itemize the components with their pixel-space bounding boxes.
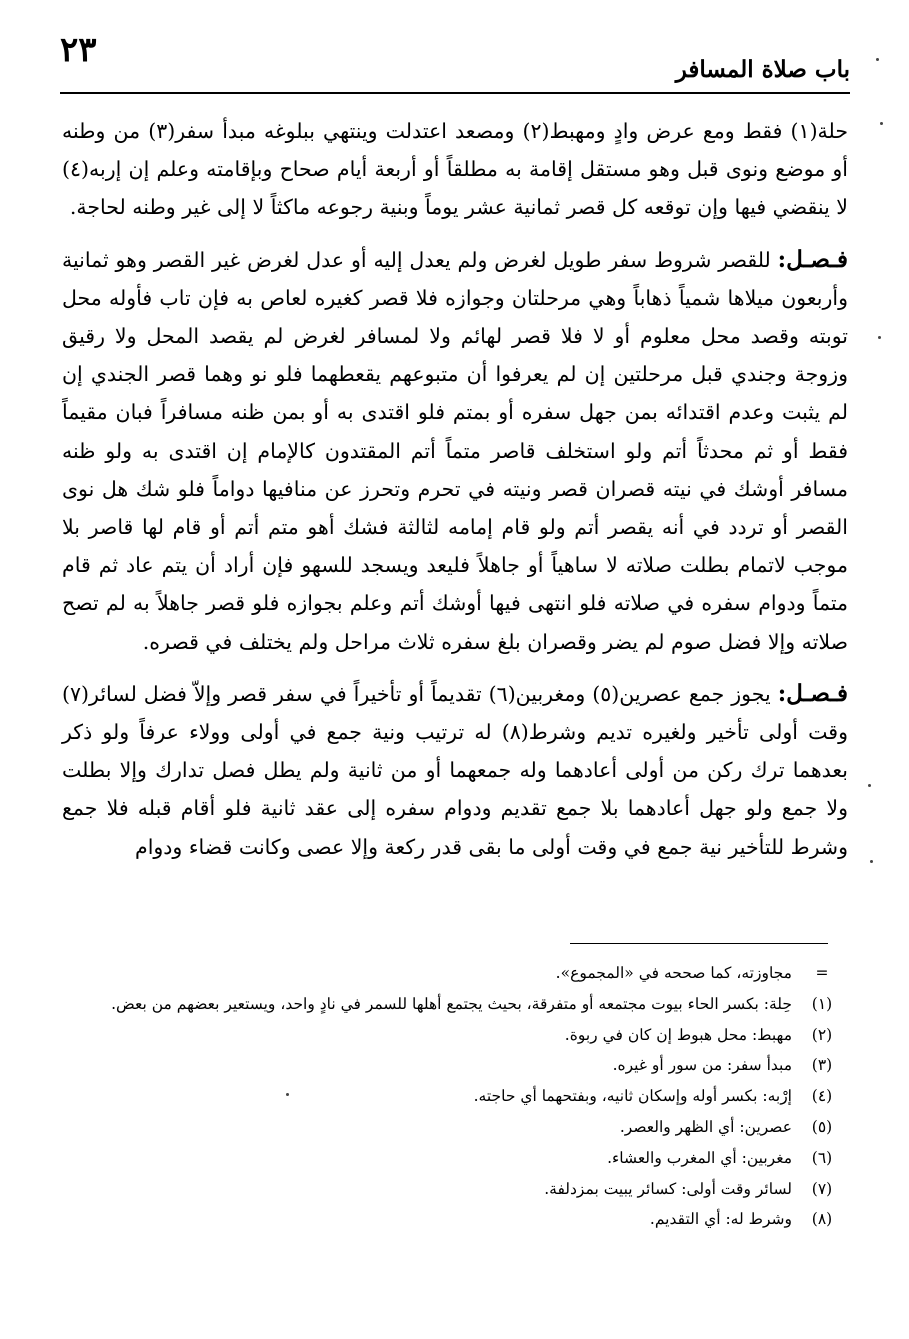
footnote-marker: (٧) bbox=[811, 1179, 833, 1198]
scan-speck bbox=[876, 58, 879, 61]
footnote-marker: (٨) bbox=[811, 1210, 833, 1229]
footnote-8 bbox=[62, 1204, 852, 1235]
page-header bbox=[60, 30, 850, 94]
main-text bbox=[62, 112, 848, 866]
paragraph-2 bbox=[62, 241, 848, 661]
footnote-text: مغربين: أي المغرب والعشاء. bbox=[607, 1148, 792, 1167]
running-title: باب صلاة المسافر bbox=[675, 56, 850, 83]
scan-speck bbox=[286, 1093, 289, 1096]
footnote-2 bbox=[62, 1020, 852, 1051]
footnote-text: مجاوزته، كما صححه في «المجموع». bbox=[555, 964, 792, 982]
footnote-text: عصرين: أي الظهر والعصر. bbox=[619, 1117, 792, 1136]
footnote-5 bbox=[62, 1112, 852, 1143]
footnote-marker: = bbox=[815, 964, 829, 982]
footnotes bbox=[62, 958, 852, 1235]
footnote-text: حِلة: بكسر الحاء بيوت مجتمعه أو متفرقة، بحيث يجتمع أهلها للسمر في نادٍ واحد، ويستعير بعضهم من بعض. bbox=[111, 994, 792, 1013]
footnote-text: مبدأ سفر: من سور أو غيره. bbox=[612, 1056, 792, 1075]
footnote-text: لسائر وقت أولى: كسائر يبيت بمزدلفة. bbox=[544, 1179, 792, 1198]
footnote-marker: (٣) bbox=[811, 1056, 833, 1075]
scan-speck bbox=[868, 784, 871, 787]
scan-speck bbox=[870, 860, 873, 863]
page-number: ٢٣ bbox=[60, 30, 97, 70]
paragraph-1 bbox=[62, 112, 848, 227]
section-heading-fasl: فـصـل: bbox=[777, 245, 848, 273]
paragraph-2-text: للقصر شروط سفر طويل لغرض ولم يعدل إليه أو عدل لغرض غير القصر وهو ثمانية وأربعون ميلاها شمياً ذهاباً وهي مرحلتان وجوازه فلا قصر كغيره لعاص به فإن تاب فأوله محل توبته وقصد محل معلوم أو لا فلا قصر لهائم ولا لمسافر لغرض لم يقصد المحل ولا رقيق وزوجة وجندي قبل مرحلتين إن لم يعرفوا أن متبوعهم يقعطهما فلو نو وهما قصر الجندي إن لم يثبت وعدم اقتدائه بمن جهل سفره أو بمتم فلو اقتدى به أو بمن ظنه مسافراً فبان مقيماً فقط أو ثم محدثاً أتم ولو استخلف قاصر متماً أتم المقتدون كالإمام إن اقتدى به ولو ظنه مسافر أوشك في نيته قصران قصر ونيته في تحرم وتحرز عن منافيها دواماً فلو شك هل نوى القصر أو تردد في أنه يقصر أتم ولو قام إمامه لثالثة فشك أهو متم أتم أو قام لها قاصر بلا موجب لاتمام بطلت صلاته لا ساهياً أو جاهلاً فليعد ويسجد للسهو فإن أراد أن يتم عاد ثم قام متماً ودوام سفره في صلاته فلو انتهى فيها أوشك أتم وعلم بجوازه فلو قصر جاهلاً به لم تصح صلاته وإلا فضل صوم لم يضر وقصران بلغ سفره ثلاث مراحل ولم يختلف في قصره. bbox=[62, 247, 848, 654]
footnote-1 bbox=[62, 989, 852, 1020]
footnote-text: وشرط له: أي التقديم. bbox=[649, 1210, 792, 1229]
footnote-marker: (٤) bbox=[811, 1087, 833, 1106]
scan-speck bbox=[878, 336, 881, 339]
footnote-marker: (٦) bbox=[811, 1148, 833, 1167]
footnote-marker: (٢) bbox=[811, 1025, 833, 1044]
paragraph-1-text: حلة(١) فقط ومع عرض وادٍ ومهبط(٢) ومصعد اعتدلت وينتهي ببلوغه مبدأ سفر(٣) من وطنه أو موضع ونوى قبل وهو مستقل إقامة به مطلقاً أو أربعة أيام صحاح وبإقامته وعلم إن إربه(٤) لا ينقضي فيها وإن توقعه كل قصر ثمانية عشر يوماً وبنية رجوعه ماكثاً لا إلى غير وطنه لحاجة. bbox=[62, 119, 849, 220]
footnote-4 bbox=[62, 1081, 852, 1112]
paragraph-3 bbox=[62, 675, 848, 866]
footnote-text: مهبط: محل هبوط إن كان في ربوة. bbox=[564, 1025, 792, 1044]
paragraph-3-text: يجوز جمع عصرين(٥) ومغربين(٦) تقديماً أو تأخيراً في سفر قصر وإلاّ فضل لسائر(٧) وقت أولى تأخير ولغيره تديم وشرط(٨) له ترتيب ونية جمع في أولى وولاء عرفاً ولو ذكر بعدهما ترك ركن من أولى أعادهما وله جمعهما أو من ثانية ولم يطل فصل تدارك وإلا بطلت ولا جمع ولو جهل أعادهما بلا جمع تقديم ودوام سفره إلى عقد ثانية فلو أقام قبله فلا جمع وشرط للتأخير نية جمع في وقت أولى ما بقى قدر ركعة وإلا عصى وكانت قضاء ودوام bbox=[62, 681, 848, 859]
footnote-marker: (١) bbox=[811, 994, 833, 1013]
footnote-divider bbox=[570, 943, 828, 944]
scan-speck bbox=[880, 122, 883, 125]
footnote-7 bbox=[62, 1174, 852, 1205]
footnote-text: إرْبه: بكسر أوله وإسكان ثانيه، وبفتحهما أي حاجته. bbox=[473, 1087, 792, 1106]
footnote-continuation bbox=[62, 958, 852, 989]
footnote-3 bbox=[62, 1050, 852, 1081]
footnote-6 bbox=[62, 1143, 852, 1174]
footnote-marker: (٥) bbox=[811, 1117, 833, 1136]
section-heading-fasl: فـصـل: bbox=[777, 679, 849, 707]
